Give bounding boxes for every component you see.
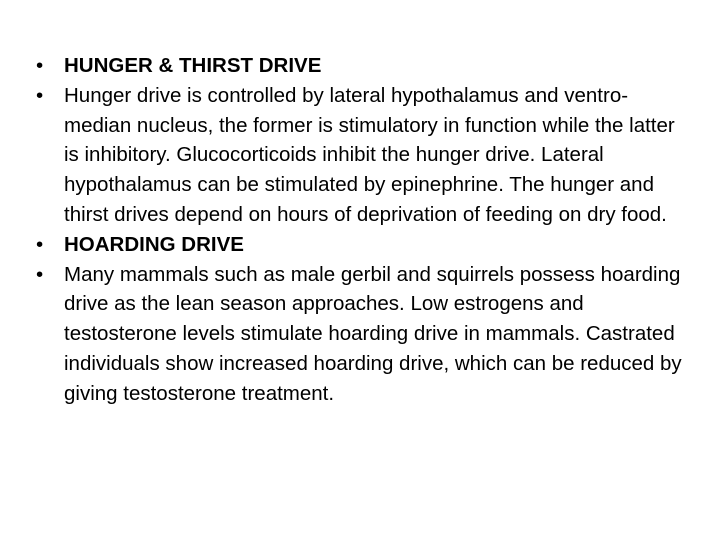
heading-text: HOARDING DRIVE — [64, 232, 244, 256]
bullet-dot-icon: • — [36, 262, 44, 286]
bullet-hoarding-body — [36, 260, 686, 409]
body-text: Hunger drive is controlled by lateral hypothalamus and ventro-median nucleus, the former is stimulatory in function while the latter is inhibitory. Glucocorticoids inhibit the hunger drive. Lateral hypothalamus can be stimulated by epinephrine. The hunger and thirst drives depend on hours of deprivation of feeding on dry food. — [64, 83, 675, 226]
bullet-dot-icon: • — [36, 54, 44, 77]
bullet-dot-icon: • — [36, 232, 44, 256]
bullet-hoarding-heading — [36, 230, 686, 260]
bullet-hunger-thirst-heading — [36, 51, 686, 81]
bullet-dot-icon: • — [36, 83, 44, 107]
bullet-hunger-drive-body — [36, 81, 686, 230]
bullet-list — [36, 51, 686, 409]
body-text: Many mammals such as male gerbil and squirrels possess hoarding drive as the lean season approaches. Low estrogens and testosterone levels stimulate hoarding drive in mammals. Castrated individuals show increased hoarding drive, which can be reduced by giving testosterone treatment. — [64, 262, 682, 405]
heading-text: HUNGER & THIRST DRIVE — [64, 54, 322, 77]
